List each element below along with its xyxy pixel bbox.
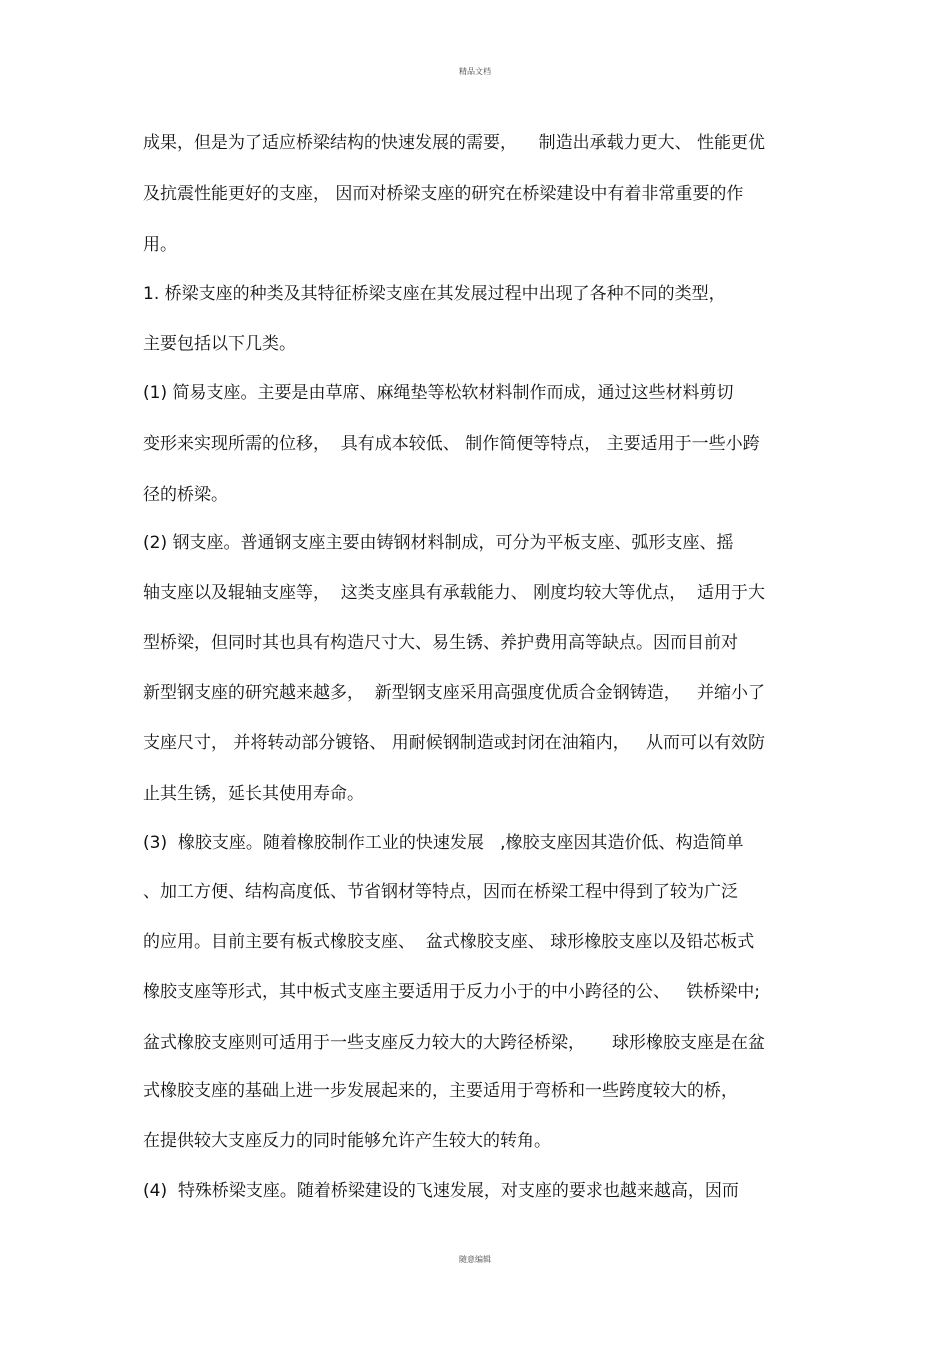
body-line: (1) 简易支座。主要是由草席、麻绳垫等松软材料制作而成，通过这些材料剪切 bbox=[143, 383, 734, 403]
body-line: 在提供较大支座反力的同时能够允许产生较大的转角。 bbox=[143, 1131, 551, 1151]
body-line: 主要包括以下几类。 bbox=[143, 334, 296, 354]
body-line: 的应用。目前主要有板式橡胶支座、 盆式橡胶支座、 球形橡胶支座以及铅芯板式 bbox=[143, 932, 755, 952]
body-line: 盆式橡胶支座则可适用于一些支座反力较大的大跨径桥梁， 球形橡胶支座是在盆 bbox=[143, 1033, 766, 1053]
body-line: 橡胶支座等形式，其中板式支座主要适用于反力小于的中小跨径的公、 铁桥梁中; bbox=[143, 982, 760, 1002]
body-line: 式橡胶支座的基础上进一步发展起来的，主要适用于弯桥和一些跨度较大的桥， bbox=[143, 1081, 738, 1101]
body-line: 1. 桥梁支座的种类及其特征桥梁支座在其发展过程中出现了各种不同的类型， bbox=[143, 284, 726, 304]
body-line: (2) 钢支座。普通钢支座主要由铸钢材料制成，可分为平板支座、弧形支座、摇 bbox=[143, 533, 734, 553]
body-line: (4) 特殊桥梁支座。随着桥梁建设的飞速发展，对支座的要求也越来越高，因而 bbox=[143, 1181, 739, 1201]
page-footer: 随意编辑 bbox=[459, 1255, 491, 1264]
body-line: 轴支座以及辊轴支座等， 这类支座具有承载能力、 刚度均较大等优点， 适用于大 bbox=[143, 583, 766, 603]
body-line: (3) 橡胶支座。随着橡胶制作工业的快速发展 ,橡胶支座因其造价低、构造简单 bbox=[143, 833, 744, 853]
body-line: 新型钢支座的研究越来越多， 新型钢支座采用高强度优质合金钢铸造， 并缩小了 bbox=[143, 683, 766, 703]
body-line: 径的桥梁。 bbox=[143, 485, 228, 505]
body-line: 用。 bbox=[143, 235, 177, 255]
body-line: 变形来实现所需的位移， 具有成本较低、 制作简便等特点， 主要适用于一些小跨 bbox=[143, 434, 760, 454]
body-line: 型桥梁，但同时其也具有构造尺寸大、易生锈、养护费用高等缺点。因而目前对 bbox=[143, 633, 738, 653]
body-line: 支座尺寸， 并将转动部分镀铬、 用耐候钢制造或封闭在油箱内， 从而可以有效防 bbox=[143, 733, 766, 753]
body-line: 止其生锈，延长其使用寿命。 bbox=[143, 784, 364, 804]
page-header: 精品文档 bbox=[459, 67, 491, 76]
body-line: 及抗震性能更好的支座， 因而对桥梁支座的研究在桥梁建设中有着非常重要的作 bbox=[143, 184, 744, 204]
body-line: 成果，但是为了适应桥梁结构的快速发展的需要， 制造出承载力更大、 性能更优 bbox=[143, 133, 766, 153]
body-line: 、加工方便、结构高度低、节省钢材等特点，因而在桥梁工程中得到了较为广泛 bbox=[143, 882, 738, 902]
